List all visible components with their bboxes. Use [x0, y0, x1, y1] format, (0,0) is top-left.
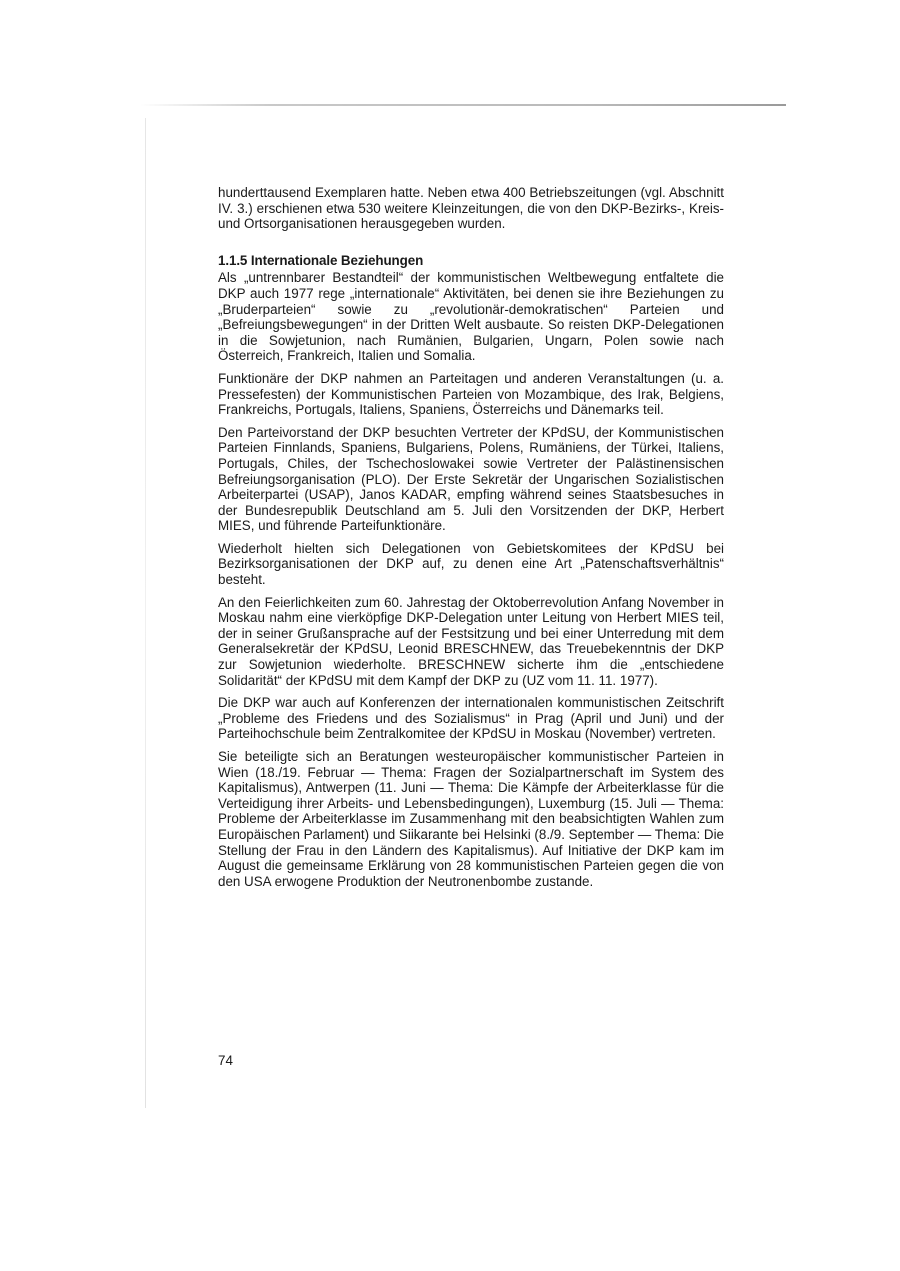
paragraph: Sie beteiligte sich an Beratungen westeuropäischer kommunistischer Parteien in Wien (18./19. Februar — Thema: Fragen der Sozialpartnerschaft im System des Kapitalismus), Antwerpen (11. Juni — Thema: Die Kämpfe der Arbeiterklasse für die Verteidigung ihrer Arbeits- und Lebensbedingungen), Luxemburg (15. Juli — Thema: Probleme der Arbeiterklasse im Zusammenhang mit den beabsichtigten Wahlen zum Europäischen Parlament) und Siikarante bei Helsinki (8./9. September — Thema: Die Stellung der Frau in den Ländern des Kapitalismus). Auf Initiative der DKP kam im August die gemeinsame Erklärung von 28 kommunistischen Parteien gegen die von den USA erwogene Produktion der Neutronenbombe zustande. [218, 749, 724, 889]
paragraph: Als „untrennbarer Bestandteil“ der kommunistischen Weltbewegung entfaltete die DKP auch 1977 rege „internationale“ Aktivitäten, bei denen sie ihre Beziehungen zu „Bruderparteien“ sowie zu „revolutionär-demokratischen“ Parteien und „Befreiungsbewegungen“ in der Dritten Welt ausbaute. So reisten DKP-Delegationen in die Sowjetunion, nach Rumänien, Bulgarien, Ungarn, Polen sowie nach Österreich, Frankreich, Italien und Somalia. [218, 270, 724, 364]
scan-edge-left [145, 118, 146, 1108]
scan-edge-top [140, 104, 786, 106]
paragraph: Den Parteivorstand der DKP besuchten Vertreter der KPdSU, der Kommunistischen Parteien Finnlands, Spaniens, Bulgariens, Polens, Rumäniens, der Türkei, Italiens, Portugals, Chiles, der Tschechoslowakei sowie Vertreter der Palästinensischen Befreiungsorganisation (PLO). Der Erste Sekretär der Ungarischen Sozialistischen Arbeiterpartei (USAP), Janos KADAR, empfing während seines Staatsbesuches in der Bundesrepublik Deutschland am 5. Juli den Vorsitzenden der DKP, Herbert MIES, und führende Parteifunktionäre. [218, 424, 724, 534]
paragraph: Wiederholt hielten sich Delegationen von Gebietskomitees der KPdSU bei Bezirksorganisationen der DKP auf, zu denen eine Art „Patenschaftsverhältnis“ besteht. [218, 540, 724, 588]
document-body [218, 185, 724, 896]
paragraph-intro: hunderttausend Exemplaren hatte. Neben etwa 400 Betriebszeitungen (vgl. Abschnitt IV. 3.) erschienen etwa 530 weitere Kleinzeitungen, die von den DKP-Bezirks-, Kreis- und Ortsorganisationen herausgegeben wurden. [218, 185, 724, 232]
paragraph: An den Feierlichkeiten zum 60. Jahrestag der Oktoberrevolution Anfang November in Moskau nahm eine vierköpfige DKP-Delegation unter Leitung von Herbert MIES teil, der in seiner Grußansprache auf der Festsitzung und bei einer Unterredung mit dem Generalsekretär der KPdSU, Leonid BRESCHNEW, das Treuebekenntnis der DKP zur Sowjetunion wiederholte. BRESCHNEW sicherte ihm die „entschiedene Solidarität“ der KPdSU mit dem Kampf der DKP zu (UZ vom 11. 11. 1977). [218, 594, 724, 688]
section-heading: 1.1.5 Internationale Beziehungen [218, 252, 424, 268]
paragraph: Funktionäre der DKP nahmen an Parteitagen und anderen Veranstaltungen (u. a. Pressefesten) der Kommunistischen Parteien von Mozambique, des Irak, Belgiens, Frankreichs, Portugals, Italiens, Spaniens, Österreichs und Dänemarks teil. [218, 370, 724, 418]
paragraph: Die DKP war auch auf Konferenzen der internationalen kommunistischen Zeitschrift „Probleme des Friedens und des Sozialismus“ in Prag (April und Juni) und der Parteihochschule beim Zentralkomitee der KPdSU in Moskau (November) vertreten. [218, 695, 724, 742]
page-number: 74 [218, 1053, 233, 1068]
